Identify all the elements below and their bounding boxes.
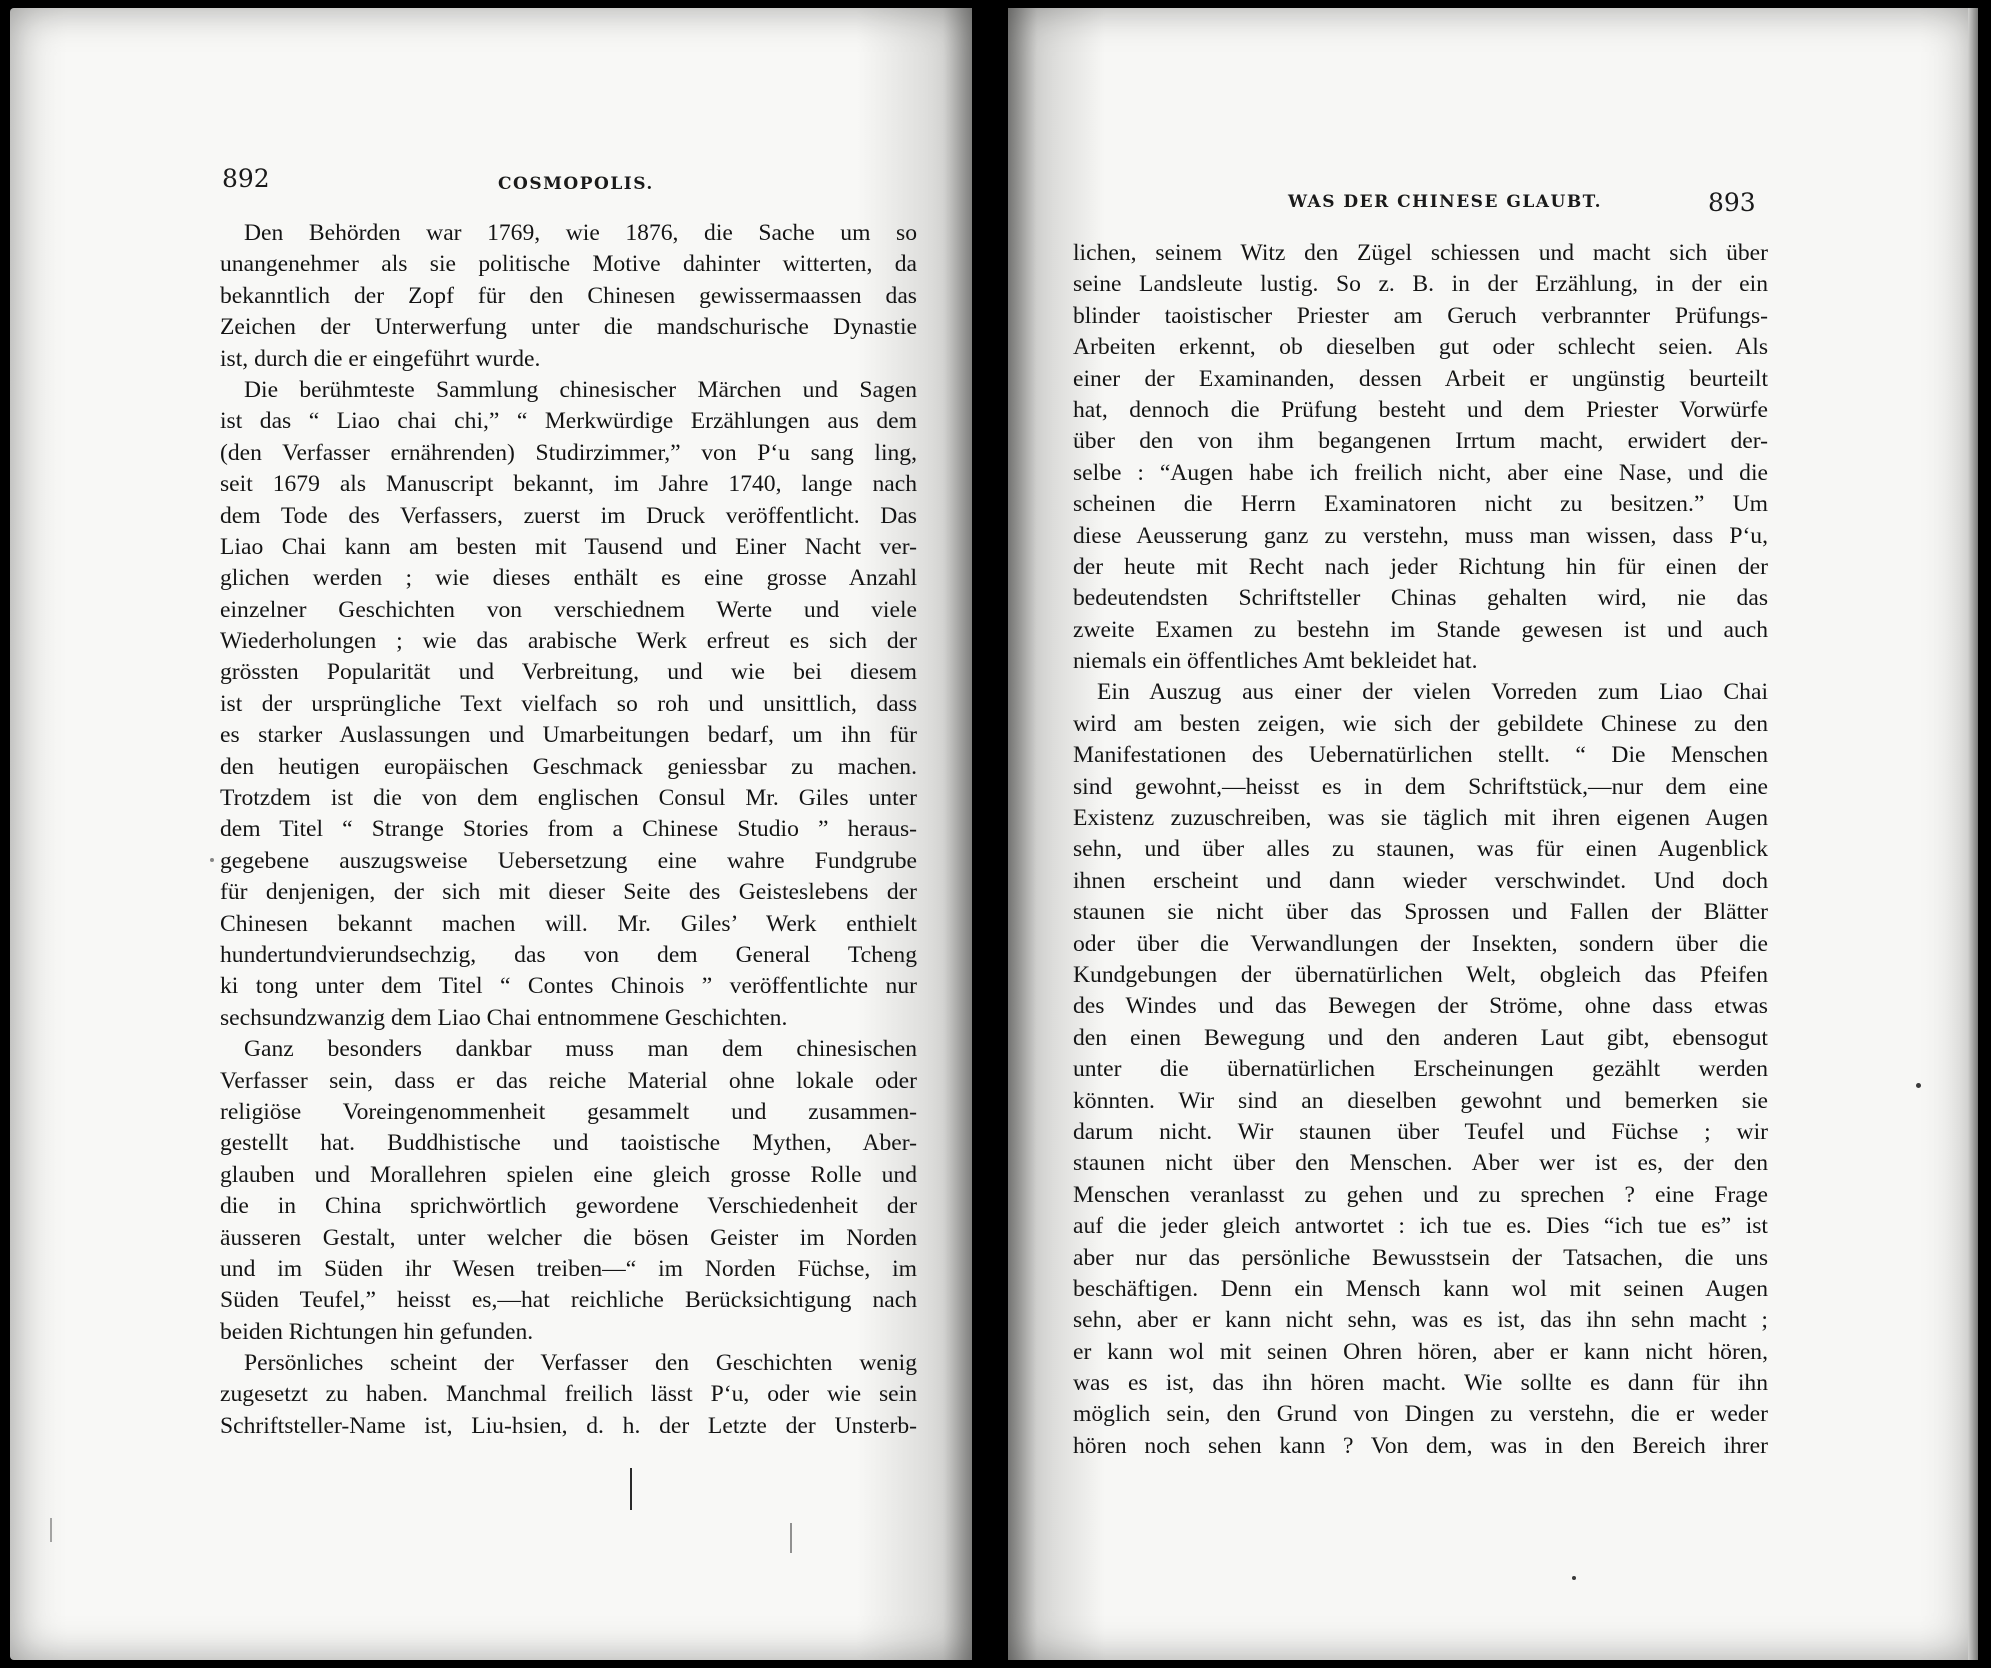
book-gutter	[972, 0, 1008, 1668]
text-line: einzelner Geschichten von verschiednem Werte und viele	[220, 596, 917, 623]
text-line: blinder taoistischer Priester am Geruch verbrannter Prüfungs-	[1073, 302, 1768, 329]
text-line: des Windes und das Bewegen der Ströme, ohne dass etwas	[1073, 993, 1768, 1020]
text-line: glauben und Morallehren spielen eine gleich grosse Rolle und	[220, 1161, 917, 1188]
scan-mark	[790, 1523, 792, 1553]
text-line: zweite Examen zu bestehn im Stande gewesen ist und auch	[1073, 616, 1768, 643]
text-line: hören noch sehen kann ? Von dem, was in den Bereich ihrer	[1073, 1432, 1768, 1459]
text-line: Trotzdem ist die von dem englischen Consul Mr. Giles unter	[220, 785, 917, 812]
text-line: Schriftsteller-Name ist, Liu-hsien, d. h. der Letzte der Unsterb-	[220, 1412, 917, 1439]
text-line: und im Süden ihr Wesen treiben—“ im Norden Füchse, im	[220, 1255, 917, 1282]
text-line: unter die übernatürlichen Erscheinungen gezählt werden	[1073, 1056, 1768, 1083]
text-line: könnten. Wir sind an dieselben gewohnt und bemerken sie	[1073, 1087, 1768, 1114]
text-line: was es ist, das ihn hören macht. Wie sollte es dann für ihn	[1073, 1370, 1768, 1397]
text-line: sind gewohnt,—heisst es in dem Schriftstück,—nur dem eine	[1073, 773, 1768, 800]
right-page-number: 893	[1708, 188, 1756, 217]
text-line: Zeichen der Unterwerfung unter die mandschurische Dynastie	[220, 314, 917, 341]
text-line: ist, durch die er eingeführt wurde.	[220, 345, 541, 372]
text-line: staunen sie nicht über das Sprossen und Fallen der Blätter	[1073, 899, 1768, 926]
text-line: sehn, aber er kann nicht sehn, was es ist, das ihn sehn macht ;	[1073, 1307, 1768, 1334]
text-line: Den Behörden war 1769, wie 1876, die Sache um so	[244, 220, 917, 246]
text-line: Die berühmteste Sammlung chinesischer Märchen und Sagen	[244, 376, 917, 403]
text-line: einer der Examinanden, dessen Arbeit er ungünstig beurteilt	[1073, 365, 1768, 392]
text-line: Chinesen bekannt machen will. Mr. Giles’ Werk enthielt	[220, 910, 917, 937]
text-line: äusseren Gestalt, unter welcher die bösen Geister im Norden	[220, 1224, 917, 1251]
text-line: ihnen erscheint und dann wieder verschwindet. Und doch	[1073, 867, 1768, 894]
text-line: die in China sprichwörtlich gewordene Verschiedenheit der	[220, 1193, 917, 1220]
left-page-number: 892	[222, 164, 270, 193]
text-line: selbe : “Augen habe ich freilich nicht, aber eine Nase, und die	[1073, 459, 1768, 486]
scan-speck	[1916, 1083, 1921, 1088]
text-line: grössten Popularität und Verbreitung, und wie bei diesem	[220, 659, 917, 686]
text-line: sechsundzwanzig dem Liao Chai entnommene Geschichten.	[220, 1004, 788, 1031]
text-line: für denjenigen, der sich mit dieser Seite des Geisteslebens der	[220, 879, 917, 906]
text-line: Wiederholungen ; wie das arabische Werk erfreut es sich der	[220, 628, 917, 655]
text-line: Kundgebungen der übernatürlichen Welt, obgleich das Pfeifen	[1073, 961, 1768, 988]
right-body-text	[1073, 238, 1768, 1462]
text-line: bedeutendsten Schriftsteller Chinas gehalten wird, nie das	[1073, 585, 1768, 612]
text-line: ist das “ Liao chai chi,” “ Merkwürdige Erzählungen aus dem	[220, 408, 917, 435]
text-line: Ein Auszug aus einer der vielen Vorreden zum Liao Chai	[1097, 679, 1768, 706]
text-line: hundertundvierundsechzig, das von dem General Tcheng	[220, 941, 917, 968]
text-line: möglich sein, den Grund von Dingen zu verstehn, die er weder	[1073, 1401, 1768, 1428]
text-line: ist der ursprüngliche Text vielfach so roh und unsittlich, dass	[220, 690, 917, 717]
text-line: wird am besten zeigen, wie sich der gebildete Chinese zu den	[1073, 710, 1768, 737]
text-line: den heutigen europäischen Geschmack geniessbar zu machen.	[220, 753, 917, 780]
text-line: Verfasser sein, dass er das reiche Material ohne lokale oder	[220, 1067, 917, 1094]
text-line: der heute mit Recht nach jeder Richtung hin für einen der	[1073, 553, 1768, 580]
text-line: diese Aeusserung ganz zu verstehn, muss man wissen, dass P‘u,	[1073, 522, 1768, 549]
text-line: auf die jeder gleich antwortet : ich tue es. Dies “ich tue es” ist	[1073, 1213, 1768, 1240]
text-line: Manifestationen des Uebernatürlichen stellt. “ Die Menschen	[1073, 742, 1768, 769]
left-running-title: COSMOPOLIS.	[498, 174, 654, 194]
text-line: Liao Chai kann am besten mit Tausend und Einer Nacht ver-	[220, 533, 917, 560]
text-line: scheinen die Herrn Examinatoren nicht zu besitzen.” Um	[1073, 491, 1768, 518]
right-page-edge	[1968, 8, 1978, 1660]
text-line: hat, dennoch die Prüfung besteht und dem Priester Vorwürfe	[1073, 396, 1768, 423]
text-line: seit 1679 als Manuscript bekannt, im Jahre 1740, lange nach	[220, 471, 917, 498]
text-line: niemals ein öffentliches Amt bekleidet hat.	[1073, 648, 1478, 675]
text-line: Existenz zuzuschreiben, was sie täglich mit ihren eigenen Augen	[1073, 805, 1768, 832]
text-line: aber nur das persönliche Bewusstsein der Tatsachen, die uns	[1073, 1244, 1768, 1271]
text-line: lichen, seinem Witz den Zügel schiessen und macht sich über	[1073, 240, 1768, 266]
text-line: unangenehmer als sie politische Motive dahinter witterten, da	[220, 251, 917, 278]
text-line: (den Verfasser ernährenden) Studirzimmer,” von P‘u sang ling,	[220, 439, 917, 466]
text-line: religiöse Voreingenommenheit gesammelt und zusammen-	[220, 1098, 917, 1125]
text-line: es starker Auslassungen und Umarbeitungen bedarf, um ihn für	[220, 722, 917, 749]
text-line: oder über die Verwandlungen der Insekten, sondern über die	[1073, 930, 1768, 957]
text-line: dem Titel “ Strange Stories from a Chinese Studio ” heraus-	[220, 816, 917, 843]
text-line: beschäftigen. Denn ein Mensch kann wol mit seinen Augen	[1073, 1275, 1768, 1302]
text-line: glichen werden ; wie dieses enthält es eine grosse Anzahl	[220, 565, 917, 592]
text-line: sehn, und über alles zu staunen, was für einen Augenblick	[1073, 836, 1768, 863]
text-line: über den von ihm begangenen Irrtum macht, erwidert der-	[1073, 428, 1768, 455]
left-body-text	[220, 218, 917, 1442]
text-line: bekanntlich der Zopf für den Chinesen gewissermaassen das	[220, 282, 917, 309]
left-page	[10, 8, 972, 1660]
text-line: dem Tode des Verfassers, zuerst im Druck veröffentlicht. Das	[220, 502, 917, 529]
text-line: gegebene auszugsweise Uebersetzung eine wahre Fundgrube	[220, 847, 917, 874]
text-line: seine Landsleute lustig. So z. B. in der Erzählung, in der ein	[1073, 271, 1768, 298]
text-line: Ganz besonders dankbar muss man dem chinesischen	[244, 1036, 917, 1063]
scan-mark	[50, 1518, 52, 1542]
text-line: Arbeiten erkennt, ob dieselben gut oder schlecht seien. Als	[1073, 334, 1768, 361]
text-line: Süden Teufel,” heisst es,—hat reichliche Berücksichtigung nach	[220, 1287, 917, 1314]
right-running-title: WAS DER CHINESE GLAUBT.	[1288, 192, 1603, 212]
text-line: zugesetzt zu haben. Manchmal freilich lässt P‘u, oder wie sein	[220, 1381, 917, 1408]
text-line: er kann wol mit seinen Ohren hören, aber er kann nicht hören,	[1073, 1338, 1768, 1365]
text-line: staunen nicht über den Menschen. Aber wer ist es, der den	[1073, 1150, 1768, 1177]
text-line: ki tong unter dem Titel “ Contes Chinois ” veröffentlichte nur	[220, 973, 917, 1000]
scan-mark	[630, 1468, 632, 1510]
text-line: Persönliches scheint der Verfasser den Geschichten wenig	[244, 1350, 917, 1377]
scan-speck	[1572, 1576, 1576, 1580]
text-line: gestellt hat. Buddhistische und taoistische Mythen, Aber-	[220, 1130, 917, 1157]
text-line: beiden Richtungen hin gefunden.	[220, 1318, 534, 1345]
text-line: darum nicht. Wir staunen über Teufel und Füchse ; wir	[1073, 1118, 1768, 1145]
text-line: den einen Bewegung und den anderen Laut gibt, ebensogut	[1073, 1024, 1768, 1051]
right-page	[1008, 8, 1978, 1660]
scan-speck	[210, 858, 214, 862]
text-line: Menschen veranlasst zu gehen und zu sprechen ? eine Frage	[1073, 1181, 1768, 1208]
